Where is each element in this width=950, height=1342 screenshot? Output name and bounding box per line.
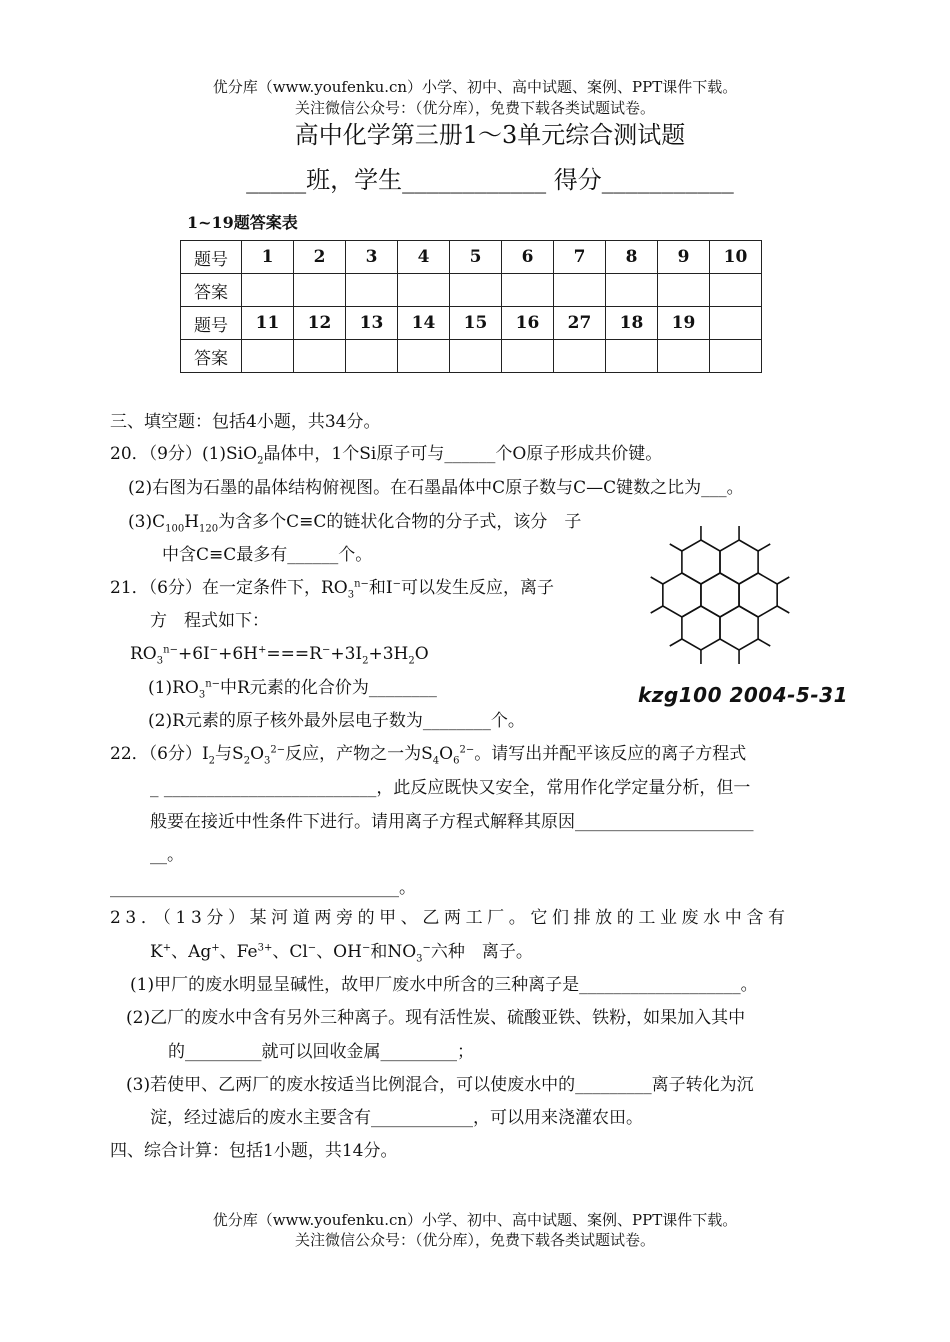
- section-4-heading: 四、综合计算：包括1小题，共14分。: [110, 1141, 398, 1161]
- table-cell: 6: [502, 241, 554, 274]
- table-cell: 8: [606, 241, 658, 274]
- answer-cell[interactable]: [398, 340, 450, 373]
- row-label: 答案: [181, 274, 242, 307]
- row-label: 答案: [181, 340, 242, 373]
- hexagon-ring: [739, 573, 777, 617]
- q22-line-3: 般要在接近中性条件下进行。请用离子方程式解释其原因_____________________: [150, 812, 754, 832]
- q20-line-4: 中含C≡C最多有______个。: [162, 545, 373, 565]
- table-row: [181, 274, 762, 307]
- table-cell: 2: [294, 241, 346, 274]
- q22-line-2: _ _________________________，此反应既快又安全，常用作化学定量分析，但一: [150, 778, 751, 798]
- answer-cell[interactable]: [606, 274, 658, 307]
- answer-cell[interactable]: [294, 340, 346, 373]
- table-row: [181, 241, 762, 274]
- table-cell: 15: [450, 307, 502, 340]
- dangling-bond: [758, 544, 770, 551]
- figure-label: kzg100 2004-5-31: [638, 683, 848, 707]
- q21-sub-1: $(1)RO_3^{n-}$中R元素的化合价为________: [148, 678, 437, 701]
- answer-cell[interactable]: [450, 340, 502, 373]
- answer-cell[interactable]: [450, 274, 502, 307]
- table-cell: 11: [242, 307, 294, 340]
- table-cell: 27: [554, 307, 606, 340]
- table-row: [181, 340, 762, 373]
- hexagon-ring: [720, 540, 758, 584]
- table-cell: 1: [242, 241, 294, 274]
- table-cell: 4: [398, 241, 450, 274]
- dangling-bond: [651, 577, 663, 584]
- header-line-1: 优分库（www.youfenku.cn）小学、初中、高中试题、案例、PPT课件下载。: [212, 78, 738, 96]
- answer-cell[interactable]: [502, 274, 554, 307]
- answer-cell[interactable]: [346, 274, 398, 307]
- q23-sub-2b: 的_________就可以回收金属_________；: [168, 1042, 474, 1062]
- answer-cell[interactable]: [502, 340, 554, 373]
- answer-table: [180, 240, 762, 373]
- graphite-structure-diagram: [630, 515, 810, 680]
- hexagon-ring: [682, 540, 720, 584]
- q23-sub-2a: (2)乙厂的废水中含有另外三种离子。现有活性炭、硫酸亚铁、铁粉，如果加入其中: [126, 1008, 746, 1028]
- dangling-bond: [758, 639, 770, 646]
- header-line-2: 关注微信公众号：（优分库），免费下载各类试题试卷。: [294, 99, 655, 117]
- section-3-heading: 三、填空题：包括4小题，共34分。: [110, 412, 381, 432]
- page-title: 高中化学第三册1～3单元综合测试题: [294, 121, 686, 149]
- q22-line-1: 22．（6分）$I_2$与$S_2O_3^{2-}$反应，产物之一为$S_4O_6^{2-}$。请写出并配平该反应的离子方程式: [110, 744, 747, 767]
- table-row: [181, 307, 762, 340]
- q21-equation: $RO_3^{n-}+6I^-+6H^+===R^-+3I_2+3H_2O$: [130, 644, 429, 667]
- q22-line-4: __。: [150, 845, 184, 865]
- dangling-bond: [777, 577, 789, 584]
- answer-cell[interactable]: [658, 274, 710, 307]
- table-cell: 14: [398, 307, 450, 340]
- q23-sub-3b: 淀，经过滤后的废水主要含有____________，可以用来浇灌农田。: [150, 1108, 643, 1128]
- answer-cell[interactable]: [658, 340, 710, 373]
- table-cell: 12: [294, 307, 346, 340]
- answer-cell[interactable]: [242, 340, 294, 373]
- q21-sub-2: (2)R元素的原子核外最外层电子数为________个。: [148, 711, 525, 731]
- dangling-bond: [670, 639, 682, 646]
- answer-cell[interactable]: [294, 274, 346, 307]
- answer-cell[interactable]: [346, 340, 398, 373]
- footer-line-2: 关注微信公众号：（优分库），免费下载各类试题试卷。: [294, 1231, 655, 1249]
- dangling-bond: [777, 606, 789, 613]
- dangling-bond: [651, 606, 663, 613]
- table-cell: 18: [606, 307, 658, 340]
- hexagon-ring: [701, 573, 739, 617]
- table-cell: 5: [450, 241, 502, 274]
- hexagon-ring: [663, 573, 701, 617]
- hexagon-ring: [720, 606, 758, 650]
- row-label: 题号: [181, 307, 242, 340]
- answer-cell[interactable]: [606, 340, 658, 373]
- q21-line-2: 方 程式如下：: [150, 611, 269, 631]
- hexagon-ring: [682, 606, 720, 650]
- q23-line-2: K+、Ag+、$Fe^{3+}$、Cl−、OH−和$NO_3^-$六种 离子。: [150, 942, 533, 965]
- table-cell: 3: [346, 241, 398, 274]
- table-cell: [710, 307, 762, 340]
- answer-table-caption: 1~19题答案表: [187, 213, 298, 232]
- table-cell: 7: [554, 241, 606, 274]
- answer-cell[interactable]: [242, 274, 294, 307]
- answer-cell[interactable]: [710, 274, 762, 307]
- table-cell: 16: [502, 307, 554, 340]
- student-info-line: _____班，学生____________ 得分___________: [246, 166, 734, 194]
- answer-cell[interactable]: [554, 340, 606, 373]
- dangling-bond: [670, 544, 682, 551]
- q23-sub-1: (1)甲厂的废水明显呈碱性，故甲厂废水中所含的三种离子是___________________。: [130, 975, 758, 995]
- q23-sub-3a: (3)若使甲、乙两厂的废水按适当比例混合，可以使废水中的_________离子转化为沉: [126, 1075, 754, 1095]
- q23-line-1: 23．（13分）某河道两旁的甲、乙两工厂。它们排放的工业废水中含有: [110, 908, 790, 928]
- answer-cell[interactable]: [398, 274, 450, 307]
- table-cell: 19: [658, 307, 710, 340]
- q22-line-5: __________________________________。: [110, 878, 416, 898]
- q20-line-3: $(3)C_{100}H_{120}$为含多个C≡C的链状化合物的分子式，该分 子: [128, 512, 582, 535]
- table-cell: 9: [658, 241, 710, 274]
- footer-line-1: 优分库（www.youfenku.cn）小学、初中、高中试题、案例、PPT课件下载。: [212, 1211, 738, 1229]
- q20-line-2: (2)右图为石墨的晶体结构俯视图。在石墨晶体中C原子数与C—C键数之比为___。: [128, 478, 744, 498]
- q20-line-1: 20．（9分）(1)SiO$_2$晶体中，1个Si原子可与______个O原子形成共价键。: [110, 444, 663, 467]
- answer-cell[interactable]: [710, 340, 762, 373]
- answer-cell[interactable]: [554, 274, 606, 307]
- table-cell: 13: [346, 307, 398, 340]
- q21-line-1: 21．（6分）在一定条件下，$RO_3^{n-}$和I−可以发生反应，离子: [110, 578, 554, 601]
- table-cell: 10: [710, 241, 762, 274]
- row-label: 题号: [181, 241, 242, 274]
